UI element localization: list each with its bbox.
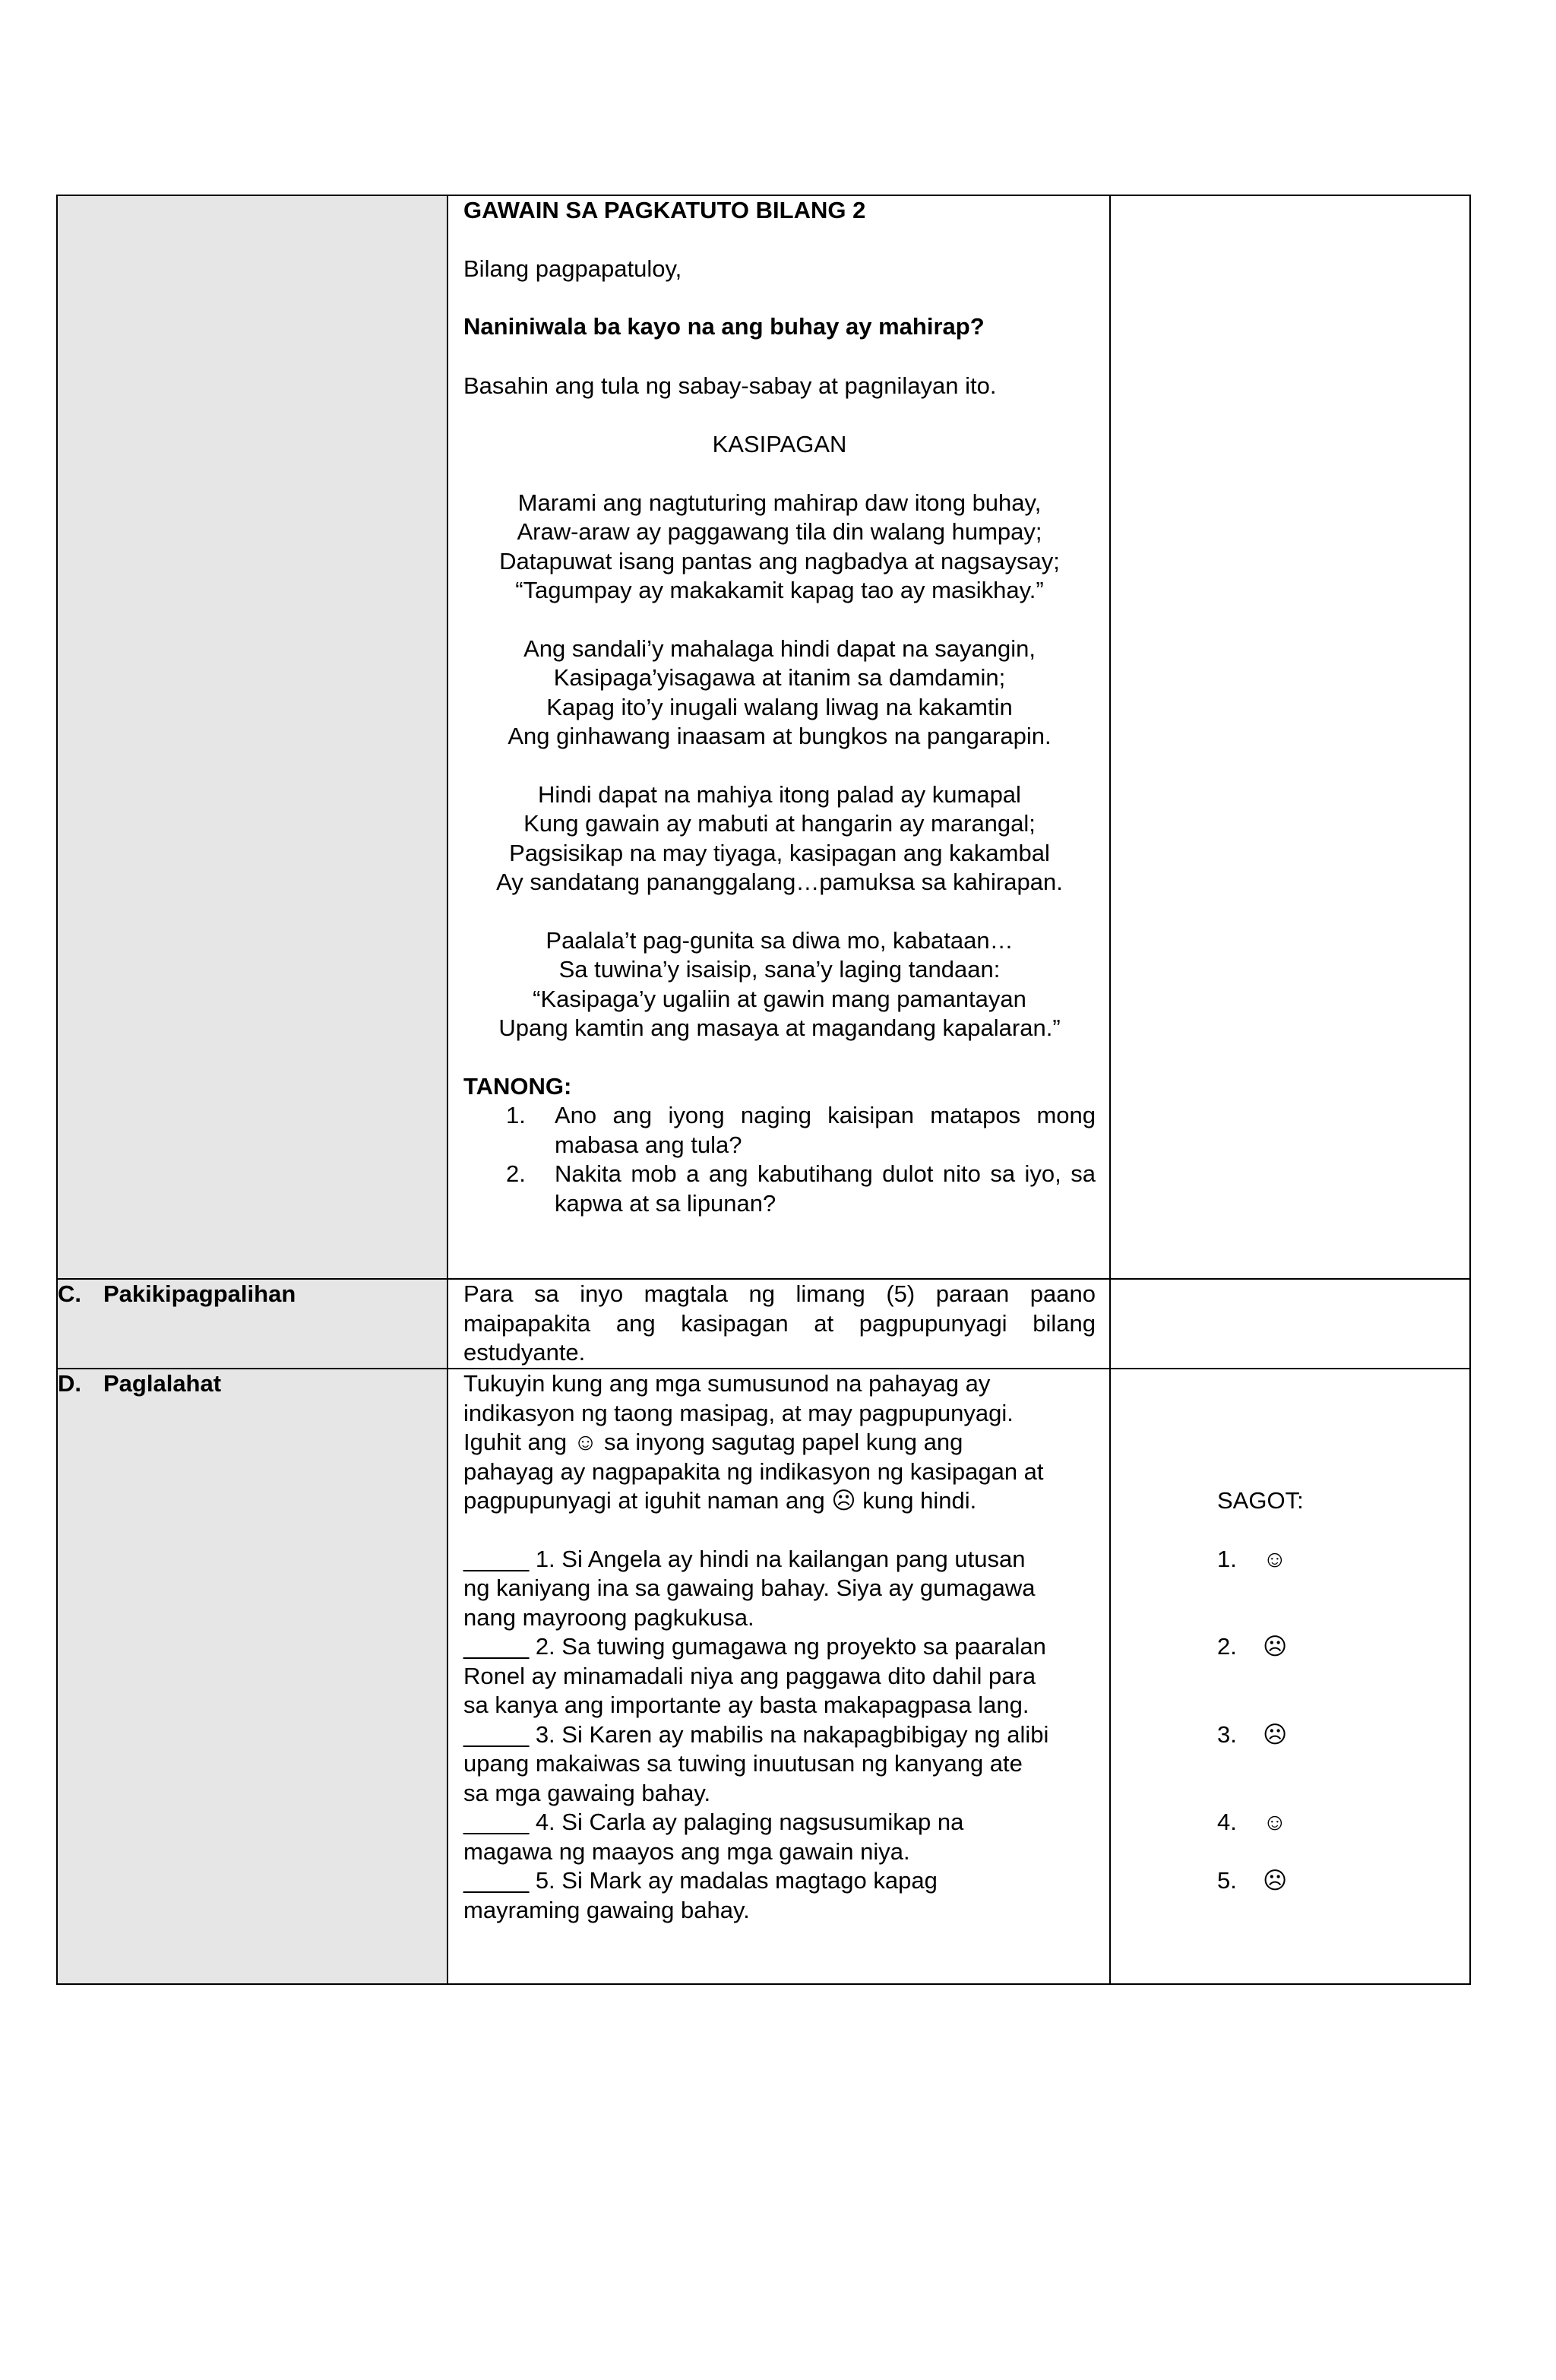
statement-line: _____ 1. Si Angela ay hindi na kailangan pang utusan (463, 1545, 1026, 1572)
statement-line: mayraming gawaing bahay. (463, 1896, 750, 1923)
statement-item (463, 1632, 1096, 1720)
poem-line: “Tagumpay ay makakamit kapag tao ay masikhay.” (515, 577, 1044, 603)
section-title: Paglalahat (103, 1370, 222, 1397)
answer-number: 1. (1217, 1545, 1237, 1572)
sagot-cell (1110, 1369, 1470, 1984)
poem-line: Marami ang nagtuturing mahirap daw itong buhay, (517, 489, 1042, 516)
poem-line: Kasipaga’yisagawa at itanim sa damdamin; (553, 664, 1006, 691)
frown-icon: ☹ (1263, 1633, 1288, 1660)
instruction-line: Tukuyin kung ang mga sumusunod na pahayag ay (463, 1370, 991, 1397)
instruction-text: Basahin ang tula ng sabay-sabay at pagnilayan ito. (463, 372, 997, 399)
frown-icon: ☹ (1263, 1866, 1288, 1894)
poem-stanza (463, 926, 1096, 1043)
poem-line: Sa tuwina’y isaisip, sana’y laging tandaan: (558, 956, 1001, 983)
statement-item (463, 1720, 1096, 1809)
poem-line: Kapag ito’y inugali walang liwag na kakamtin (546, 693, 1013, 720)
statement-line: _____ 2. Sa tuwing gumagawa ng proyekto sa paaralan (463, 1633, 1046, 1660)
question-prompt: Naniniwala ba kayo na ang buhay ay mahirap? (463, 313, 985, 340)
answer-item (1217, 1720, 1469, 1750)
section-c-label (57, 1279, 448, 1369)
answer-item (1217, 1545, 1469, 1575)
poem-title: KASIPAGAN (712, 431, 847, 457)
poem-stanza (463, 635, 1096, 752)
poem-line: Hindi dapat na mahiya itong palad ay kumapal (538, 780, 1021, 808)
table-row-gawain (57, 195, 1470, 1279)
poem-line: Ang ginhawang inaasam at bungkos na pangarapin. (508, 723, 1052, 749)
smiley-icon: ☺ (1263, 1809, 1287, 1835)
section-letter: C. (58, 1280, 81, 1307)
answer-number: 2. (1217, 1633, 1237, 1660)
question-text: Ano ang iyong naging kaisipan matapos mong mabasa ang tula? (555, 1102, 1096, 1158)
smiley-icon: ☺ (1263, 1545, 1287, 1572)
instruction-block (463, 1369, 1096, 1516)
answer-cell-empty (1110, 1279, 1470, 1369)
section-letter: D. (58, 1370, 81, 1397)
poem-stanza (463, 489, 1096, 606)
statement-line: magawa ng maayos ang mga gawain niya. (463, 1837, 910, 1865)
question-number: 2. (506, 1160, 526, 1187)
table-row-pakikipagpalihan (57, 1279, 1470, 1369)
question-number: 1. (506, 1102, 526, 1128)
poem-line: Kung gawain ay mabuti at hangarin ay marangal; (523, 810, 1036, 837)
gawain-cell (448, 195, 1110, 1279)
instruction-line: Iguhit ang ☺ sa inyong sagutag papel kung ang (463, 1429, 963, 1455)
sagot-title: SAGOT: (1217, 1487, 1304, 1514)
answer-number: 3. (1217, 1720, 1237, 1748)
instruction-line: pahayag ay nagpapakita ng indikasyon ng kasipagan at (463, 1457, 1044, 1485)
instruction-line: pagpupunyagi at iguhit naman ang ☹ kung hindi. (463, 1487, 977, 1514)
poem-line: Paalala’t pag-gunita sa diwa mo, kabataan… (546, 926, 1014, 954)
tanong-heading: TANONG: (463, 1072, 572, 1100)
gawain-title: GAWAIN SA PAGKATUTO BILANG 2 (463, 197, 866, 223)
statement-line: sa kanya ang importante ay basta makapagpasa lang. (463, 1692, 1029, 1718)
label-cell-empty (57, 195, 448, 1279)
poem-stanza (463, 780, 1096, 897)
poem-line: “Kasipaga’y ugaliin at gawin mang pamantayan (533, 985, 1026, 1012)
poem-line: Ay sandatang pananggalang…pamuksa sa kahirapan. (496, 869, 1063, 895)
statement-line: sa mga gawaing bahay. (463, 1779, 711, 1806)
poem-line: Pagsisikap na may tiyaga, kasipagan ang kakambal (509, 839, 1050, 866)
section-c-text: Para sa inyo magtala ng limang (5) paraan paano maipapakita ang kasipagan at pagpupunyagi bilang estudyante. (463, 1280, 1096, 1366)
instruction-line: indikasyon ng taong masipag, at may pagpupunyagi. (463, 1399, 1014, 1426)
section-d-content (448, 1369, 1110, 1984)
statement-line: _____ 4. Si Carla ay palaging nagsusumikap na (463, 1809, 964, 1835)
poem-line: Upang kamtin ang masaya at magandang kapalaran.” (498, 1014, 1061, 1041)
statement-line: upang makaiwas sa tuwing inuutusan ng kanyang ate (463, 1750, 1023, 1777)
statement-item (463, 1545, 1096, 1633)
section-d-label (57, 1369, 448, 1984)
statement-line: nang mayroong pagkukusa. (463, 1603, 754, 1631)
question-text: Nakita mob a ang kabutihang dulot nito sa iyo, sa kapwa at sa lipunan? (555, 1160, 1096, 1217)
list-item (506, 1160, 1096, 1218)
poem-line: Ang sandali’y mahalaga hindi dapat na sayangin, (523, 635, 1036, 662)
answer-item (1217, 1632, 1469, 1662)
section-title: Pakikipagpalihan (103, 1280, 296, 1307)
answer-cell-empty (1110, 195, 1470, 1279)
statement-item (463, 1808, 1096, 1866)
section-c-content (448, 1279, 1110, 1369)
lesson-table (56, 195, 1471, 1985)
answer-number: 4. (1217, 1809, 1237, 1835)
statement-item (463, 1866, 1096, 1925)
answer-number: 5. (1217, 1866, 1237, 1894)
poem-line: Datapuwat isang pantas ang nagbadya at nagsaysay; (499, 547, 1060, 574)
table-row-paglalahat (57, 1369, 1470, 1984)
answer-item (1217, 1808, 1469, 1837)
statement-line: Ronel ay minamadali niya ang paggawa dito dahil para (463, 1662, 1036, 1689)
statement-line: _____ 3. Si Karen ay mabilis na nakapagbibigay ng alibi (463, 1720, 1049, 1748)
poem-line: Araw-araw ay paggawang tila din walang humpay; (517, 518, 1042, 545)
answer-item (1217, 1866, 1469, 1896)
frown-icon: ☹ (1263, 1720, 1288, 1748)
statement-list (463, 1545, 1096, 1926)
statement-line: ng kaniyang ina sa gawaing bahay. Siya ay gumagawa (463, 1575, 1036, 1601)
statement-line: _____ 5. Si Mark ay madalas magtago kapag (463, 1867, 938, 1894)
list-item (506, 1101, 1096, 1160)
tanong-list (463, 1101, 1096, 1218)
intro-text: Bilang pagpapatuloy, (463, 255, 682, 282)
